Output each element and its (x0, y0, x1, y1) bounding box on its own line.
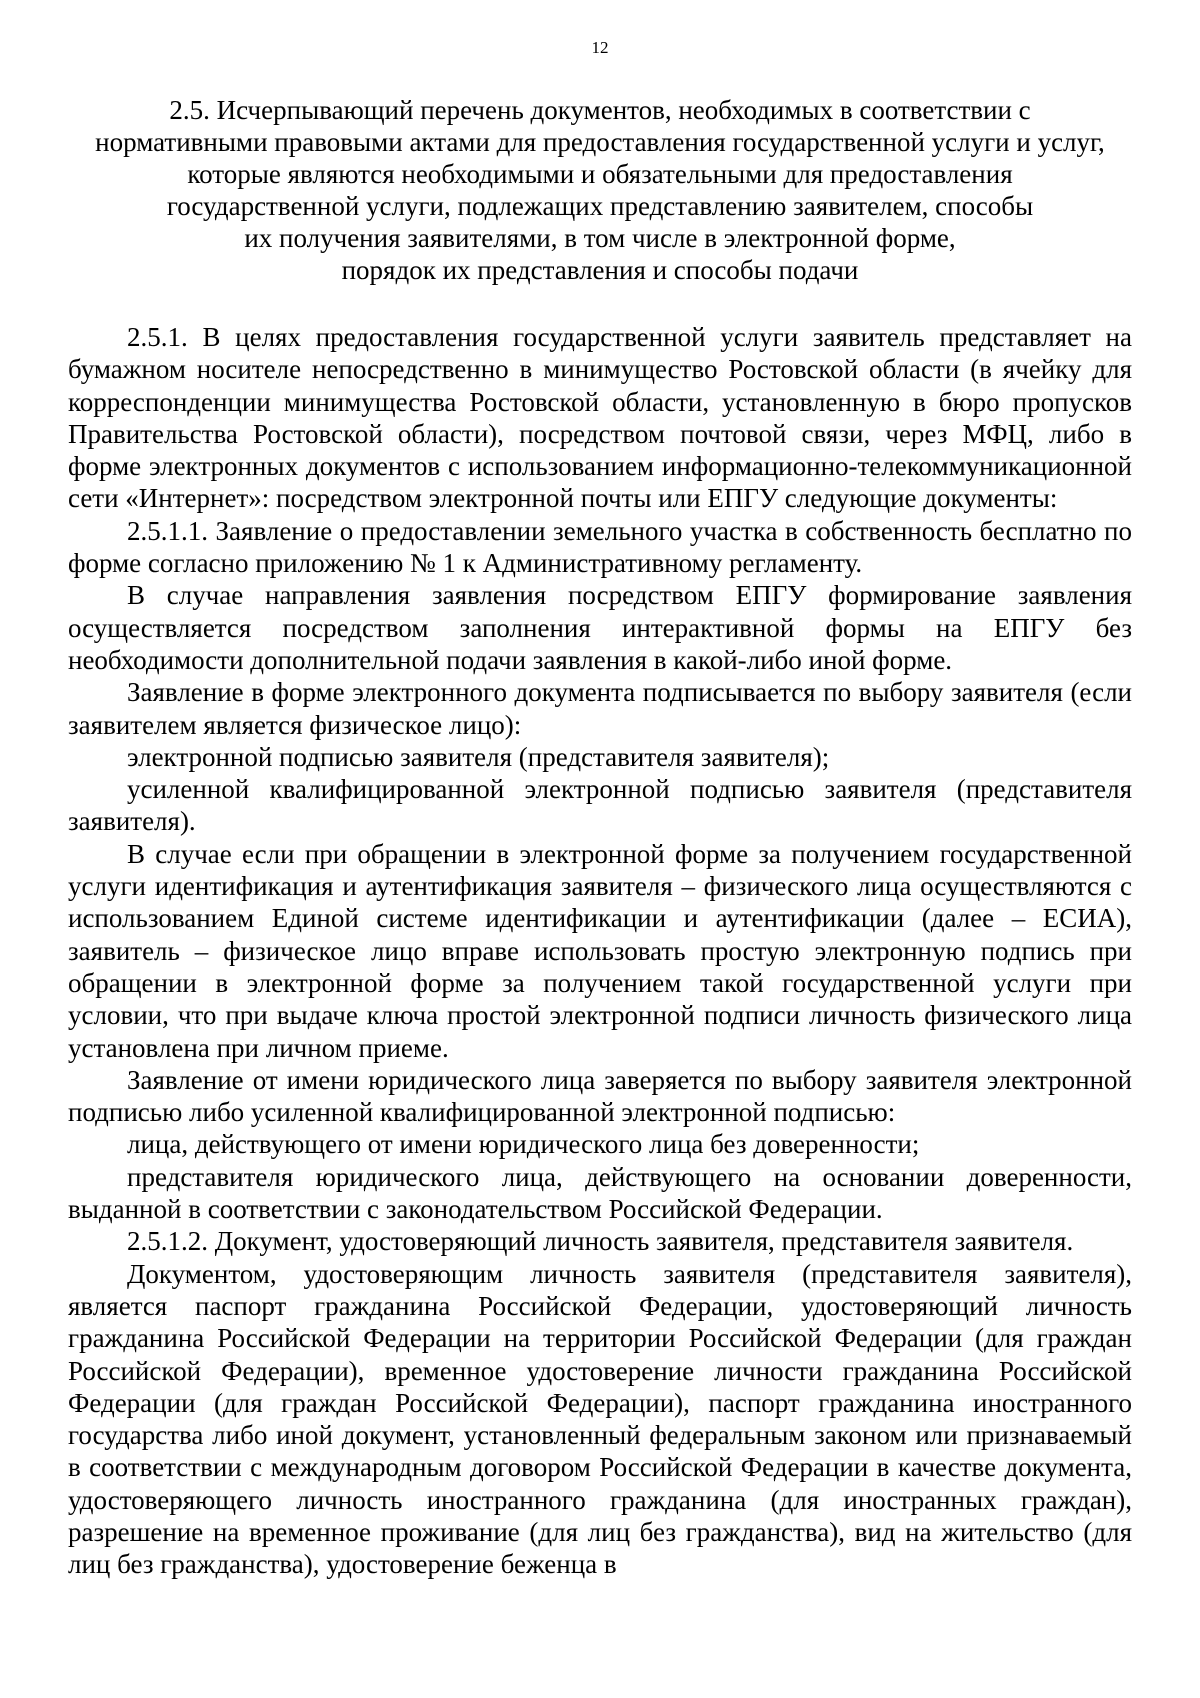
heading-line: государственной услуги, подлежащих представлению заявителем, способы (166, 191, 1034, 221)
paragraph: 2.5.1.2. Документ, удостоверяющий личность заявителя, представителя заявителя. (127, 1226, 1074, 1257)
paragraph: усиленной квалифицированной электронной подписью заявителя (представителя заявителя). (68, 774, 1132, 837)
paragraph: лица, действующего от имени юридического лица без доверенности; (127, 1129, 920, 1160)
paragraph: 2.5.1. В целях предоставления государственной услуги заявитель представляет на бумажном носителе непосредственно в минимущество Ростовской области (в ячейку для корреспонденции минимущества Ростовской области, установленную в бюро пропусков Правительства Ростовской области), посредством почтовой связи, через МФЦ, либо в форме электронных документов с использованием информационно-телекоммуникационной сети «Интернет»: посредством электронной почты или ЕПГУ следующие документы: (68, 322, 1132, 514)
paragraph: В случае если при обращении в электронной форме за получением государственной услуги идентификация и аутентификация заявителя – физического лица осуществляются с использованием Единой системе идентификации и аутентификации (далее – ЕСИА), заявитель – физическое лицо вправе использовать простую электронную подпись при обращении в электронной форме за получением такой государственной услуги при условии, что при выдаче ключа простой электронной подписи личность физического лица установлена при личном приеме. (68, 838, 1132, 1063)
heading-line: 2.5. Исчерпывающий перечень документов, необходимых в соответствии с (169, 95, 1031, 125)
paragraph: Документом, удостоверяющим личность заявителя (представителя заявителя), является паспорт гражданина Российской Федерации, удостоверяющий личность гражданина Российской Федерации на территории Российской Федерации (для граждан Российской Федерации), временное удостоверение личности гражданина Российской Федерации (для граждан Российской Федерации), паспорт гражданина иностранного государства либо иной документ, установленный федеральным законом или признаваемый в соответствии с международным договором Российской Федерации в качестве документа, удостоверяющего личность иностранного гражданина (для иностранных граждан), разрешение на временное проживание (для лиц без гражданства), вид на жительство (для лиц без гражданства), удостоверение беженца в (68, 1258, 1132, 1580)
paragraph: Заявление от имени юридического лица заверяется по выбору заявителя электронной подписью либо усиленной квалифицированной электронной подписью: (68, 1064, 1132, 1128)
heading-line: нормативными правовыми актами для предоставления государственной услуги и услуг, (95, 127, 1105, 157)
page-number: 12 (591, 38, 609, 57)
paragraph: представителя юридического лица, действующего на основании доверенности, выданной в соответствии с законодательством Российской Федерации. (68, 1161, 1132, 1225)
section-heading (70, 94, 1130, 286)
heading-line: которые являются необходимыми и обязательными для предоставления (187, 159, 1013, 189)
paragraph: электронной подписью заявителя (представителя заявителя); (127, 741, 830, 772)
body-text (68, 321, 1132, 1581)
paragraph: В случае направления заявления посредством ЕПГУ формирование заявления осуществляется посредством заполнения интерактивной формы на ЕПГУ без необходимости дополнительной подачи заявления в какой-либо иной форме. (68, 580, 1132, 675)
heading-line: порядок их представления и способы подачи (341, 255, 859, 285)
paragraph: Заявление в форме электронного документа подписывается по выбору заявителя (если заявителем является физическое лицо): (68, 677, 1132, 740)
heading-line: их получения заявителями, в том числе в электронной форме, (244, 223, 956, 253)
paragraph: 2.5.1.1. Заявление о предоставлении земельного участка в собственность бесплатно по форме согласно приложению № 1 к Административному регламенту. (68, 515, 1132, 579)
